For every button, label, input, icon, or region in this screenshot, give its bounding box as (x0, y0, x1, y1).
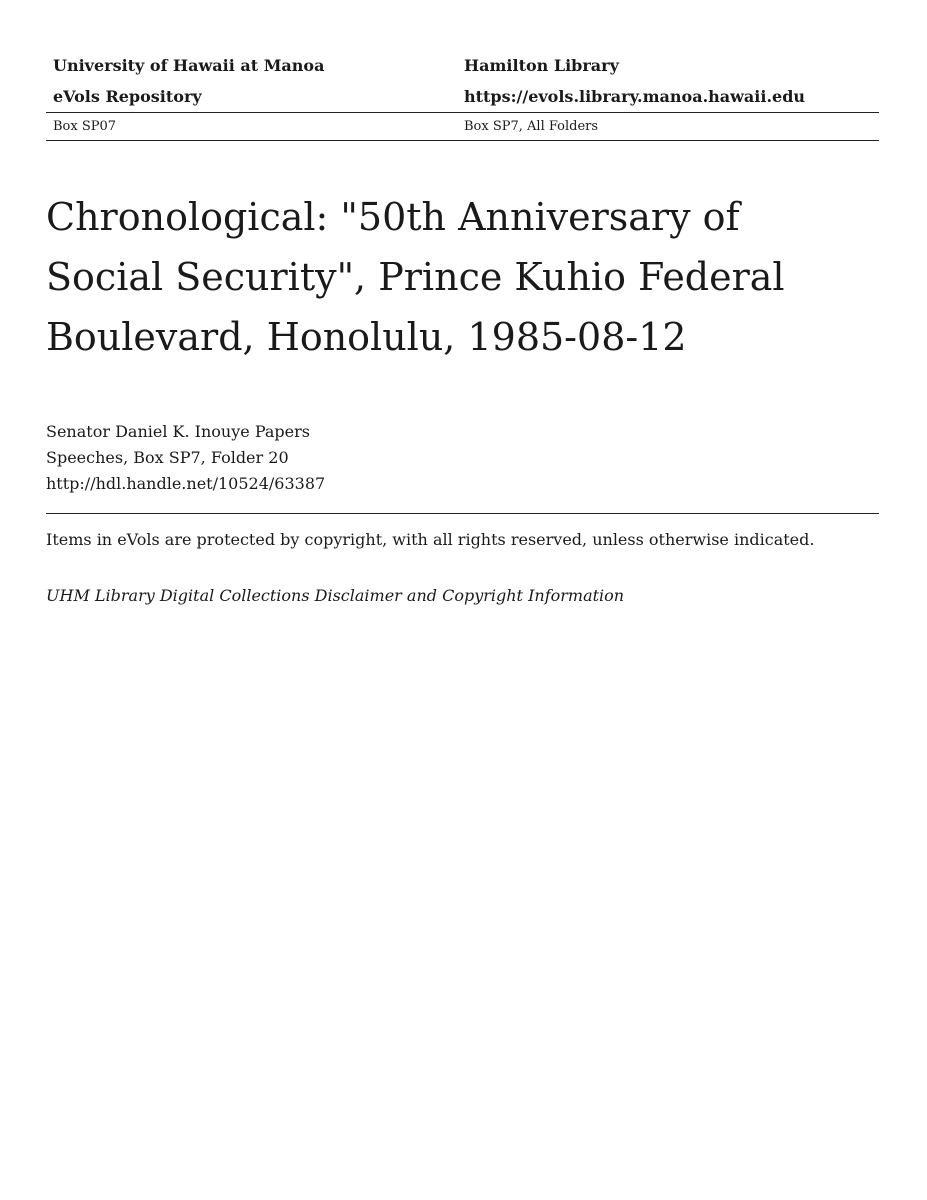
folder-location: Speeches, Box SP7, Folder 20 (46, 448, 289, 467)
copyright-notice: Items in eVols are protected by copyright, with all rights reserved, unless otherwise indicated. (46, 530, 815, 549)
section-divider (46, 513, 879, 514)
repository-name: eVols Repository (53, 87, 202, 106)
repository-url[interactable]: https://evols.library.manoa.hawaii.edu (464, 87, 806, 106)
header-row-2 (46, 81, 879, 112)
institution-name: University of Hawaii at Manoa (53, 56, 325, 75)
header-row-box (46, 113, 879, 140)
header-rule-bottom (46, 140, 879, 141)
collection-name: Senator Daniel K. Inouye Papers (46, 422, 310, 441)
library-name: Hamilton Library (464, 56, 619, 75)
document-title: Chronological: "50th Anniversary of Social Security", Prince Kuhio Federal Boulevard, Honolulu, 1985-08-12 (46, 195, 785, 359)
box-label-left: Box SP07 (53, 119, 117, 134)
handle-link[interactable]: http://hdl.handle.net/10524/63387 (46, 474, 326, 493)
document-metadata (46, 419, 325, 497)
box-label-right: Box SP7, All Folders (464, 119, 599, 134)
document-header (46, 50, 879, 141)
header-row-1 (46, 50, 879, 81)
disclaimer-link[interactable]: UHM Library Digital Collections Disclaimer and Copyright Information (46, 586, 625, 605)
